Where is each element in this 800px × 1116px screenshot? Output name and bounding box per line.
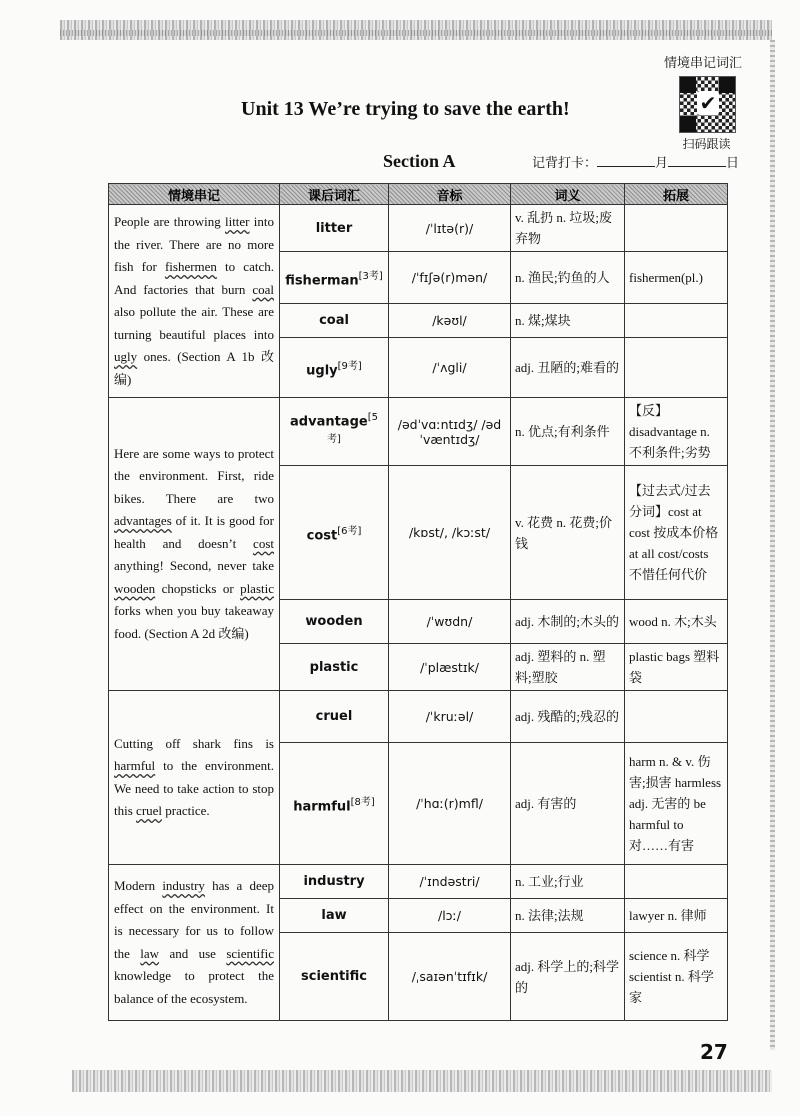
extension-cell: science n. 科学 scientist n. 科学家 bbox=[625, 933, 728, 1021]
corner-label: 情境串记词汇 bbox=[663, 56, 742, 71]
context-text: knowledge to protect the balance of the ecosystem. bbox=[114, 968, 274, 1006]
context-text: to catch. And factories that burn bbox=[114, 259, 274, 297]
context-passage bbox=[109, 398, 280, 691]
underlined-keyword: law bbox=[140, 945, 160, 961]
vocab-word-cell bbox=[280, 338, 389, 398]
extension-cell: wood n. 木;木头 bbox=[625, 600, 728, 644]
vocab-word-cell bbox=[280, 933, 389, 1021]
vocab-word: industry bbox=[303, 874, 365, 889]
extension-cell: 【反】disadvantage n. 不利条件;劣势 bbox=[625, 398, 728, 466]
underlined-keyword: cruel bbox=[136, 803, 163, 818]
check-icon: ✔ bbox=[697, 91, 719, 115]
header-phonetic: 音标 bbox=[389, 184, 511, 205]
exam-frequency: [6考] bbox=[337, 525, 362, 537]
phonetic-cell: /kɒst/, /kɔːst/ bbox=[389, 466, 511, 600]
vocab-word: advantage bbox=[290, 414, 368, 430]
extension-cell: fishermen(pl.) bbox=[625, 252, 728, 304]
vocab-table bbox=[108, 183, 728, 1021]
vocab-word: wooden bbox=[305, 614, 363, 629]
context-text: into the river. There are no more fish for bbox=[114, 214, 274, 274]
vocab-word-cell bbox=[280, 252, 389, 304]
meaning-cell: v. 花费 n. 花费;价钱 bbox=[511, 466, 625, 600]
phonetic-cell: /lɔː/ bbox=[389, 899, 511, 933]
table-header-row bbox=[109, 184, 728, 205]
header-meaning: 词义 bbox=[511, 184, 625, 205]
checkin-day: 日 bbox=[726, 156, 740, 171]
meaning-cell: adj. 塑料的 n. 塑料;塑胶 bbox=[511, 644, 625, 691]
vocab-word-cell bbox=[280, 865, 389, 899]
context-text: ones. (Section A 1b 改编) bbox=[114, 349, 274, 387]
meaning-cell: n. 法律;法规 bbox=[511, 899, 625, 933]
extension-cell: plastic bags 塑料袋 bbox=[625, 644, 728, 691]
exam-frequency: [5考] bbox=[327, 412, 378, 445]
meaning-cell: n. 工业;行业 bbox=[511, 865, 625, 899]
underlined-keyword: industry bbox=[162, 878, 205, 893]
table-row bbox=[109, 205, 728, 252]
underlined-keyword: cost bbox=[253, 535, 274, 551]
vocab-word-cell bbox=[280, 304, 389, 338]
exam-frequency: [3考] bbox=[358, 270, 383, 282]
context-text: forks when you buy takeaway food. (Section A 2d 改编) bbox=[114, 603, 274, 641]
vocab-word: harmful bbox=[293, 799, 351, 815]
extension-cell bbox=[625, 338, 728, 398]
phonetic-cell: /ˈlɪtə(r)/ bbox=[389, 205, 511, 252]
table-body bbox=[109, 205, 728, 1021]
phonetic-cell: /ˈɪndəstri/ bbox=[389, 865, 511, 899]
context-text: anything! Second, never take bbox=[114, 558, 274, 574]
underlined-keyword: scientific bbox=[226, 945, 274, 961]
phonetic-cell: /ˈplæstɪk/ bbox=[389, 644, 511, 691]
qr-label: 扫码跟读 bbox=[682, 137, 731, 151]
meaning-cell: adj. 有害的 bbox=[511, 743, 625, 865]
underlined-keyword: harmful bbox=[114, 758, 156, 773]
vocab-word: plastic bbox=[309, 659, 359, 675]
vocab-word-cell bbox=[280, 691, 389, 743]
meaning-cell: adj. 木制的;木头的 bbox=[511, 600, 625, 644]
extension-cell bbox=[625, 304, 728, 338]
context-text: Modern bbox=[114, 878, 163, 893]
meaning-cell: adj. 科学上的;科学的 bbox=[511, 933, 625, 1021]
scan-noise-top-inner bbox=[60, 30, 772, 36]
vocab-word: litter bbox=[315, 220, 353, 236]
context-text: has a deep effect on the environment. It is necessary for us to follow the bbox=[114, 878, 274, 961]
phonetic-cell: /ədˈvɑːntɪdʒ/ /ədˈvæntɪdʒ/ bbox=[389, 398, 511, 466]
vocab-word: cost bbox=[306, 528, 338, 544]
meaning-cell: adj. 丑陋的;难看的 bbox=[511, 338, 625, 398]
table-row bbox=[109, 691, 728, 743]
vocab-word: fisherman bbox=[285, 273, 359, 289]
context-text: and use bbox=[159, 945, 227, 961]
context-text: of it. It is good for health and doesn’t bbox=[114, 513, 274, 551]
checkin-label: 记背打卡： bbox=[532, 156, 598, 171]
context-text: Cutting off shark fins is bbox=[114, 735, 274, 751]
phonetic-cell: /ˌsaɪənˈtɪfɪk/ bbox=[389, 933, 511, 1021]
underlined-keyword: coal bbox=[252, 281, 274, 297]
table-row bbox=[109, 865, 728, 899]
vocab-word-cell bbox=[280, 398, 389, 466]
meaning-cell: adj. 残酷的;残忍的 bbox=[511, 691, 625, 743]
phonetic-cell: /kəʊl/ bbox=[389, 304, 511, 338]
exam-frequency: [8考] bbox=[350, 796, 375, 808]
checkin-line bbox=[532, 152, 739, 171]
underlined-keyword: litter bbox=[224, 214, 250, 229]
phonetic-cell: /ˈʌgli/ bbox=[389, 338, 511, 398]
meaning-cell: n. 煤;煤块 bbox=[511, 304, 625, 338]
vocab-word: scientific bbox=[301, 969, 367, 984]
meaning-cell: n. 渔民;钓鱼的人 bbox=[511, 252, 625, 304]
vocab-word-cell bbox=[280, 899, 389, 933]
vocab-word-cell bbox=[280, 743, 389, 865]
unit-title: Unit 13 We’re trying to save the earth! bbox=[241, 98, 570, 120]
context-passage bbox=[109, 205, 280, 398]
underlined-keyword: fishermen bbox=[164, 259, 217, 274]
scan-noise-right bbox=[770, 40, 775, 1050]
exam-frequency: [9考] bbox=[337, 360, 362, 372]
extension-cell bbox=[625, 865, 728, 899]
context-text: People are throwing bbox=[114, 214, 225, 229]
phonetic-cell: /ˈwʊdn/ bbox=[389, 600, 511, 644]
qr-code-icon[interactable] bbox=[679, 76, 736, 133]
context-text: chopsticks or bbox=[155, 580, 241, 596]
extension-cell: harm n. & v. 伤害;损害 harmless adj. 无害的 be harmful to 对……有害 bbox=[625, 743, 728, 865]
scan-noise-bottom bbox=[72, 1070, 772, 1092]
phonetic-cell: /ˈfɪʃə(r)mən/ bbox=[389, 252, 511, 304]
underlined-keyword: advantages bbox=[114, 513, 172, 529]
context-text: Here are some ways to protect the environment. First, ride bikes. There are two bbox=[114, 445, 274, 506]
page-number: 27 bbox=[700, 1040, 728, 1064]
underlined-keyword: ugly bbox=[114, 349, 138, 364]
meaning-cell: n. 优点;有利条件 bbox=[511, 398, 625, 466]
header-extension: 拓展 bbox=[625, 184, 728, 205]
vocab-word: coal bbox=[319, 313, 349, 328]
table-row bbox=[109, 398, 728, 466]
extension-cell bbox=[625, 205, 728, 252]
vocab-word: ugly bbox=[306, 363, 338, 379]
vocab-word-cell bbox=[280, 644, 389, 691]
context-passage bbox=[109, 865, 280, 1021]
vocab-word-cell bbox=[280, 600, 389, 644]
meaning-cell: v. 乱扔 n. 垃圾;废弃物 bbox=[511, 205, 625, 252]
header-context: 情境串记 bbox=[109, 184, 280, 205]
vocab-word: cruel bbox=[315, 709, 353, 724]
extension-cell bbox=[625, 691, 728, 743]
vocab-word-cell bbox=[280, 466, 389, 600]
context-text: also pollute the air. These are turning beautiful places into bbox=[114, 304, 274, 342]
extension-cell: 【过去式/过去分词】cost at cost 按成本价格 at all cost/costs 不惜任何代价 bbox=[625, 466, 728, 600]
phonetic-cell: /ˈkruːəl/ bbox=[389, 691, 511, 743]
underlined-keyword: wooden bbox=[114, 580, 156, 596]
context-passage bbox=[109, 691, 280, 865]
vocab-word: law bbox=[321, 908, 347, 923]
phonetic-cell: /ˈhɑː(r)mfl/ bbox=[389, 743, 511, 865]
context-text: to the environment. We need to take action to stop this bbox=[114, 758, 274, 818]
extension-cell: lawyer n. 律师 bbox=[625, 899, 728, 933]
day-blank[interactable] bbox=[668, 154, 726, 167]
context-text: practice. bbox=[162, 803, 210, 818]
header-word: 课后词汇 bbox=[280, 184, 389, 205]
month-blank[interactable] bbox=[597, 154, 655, 167]
section-title: Section A bbox=[383, 151, 456, 171]
underlined-keyword: plastic bbox=[240, 580, 274, 596]
checkin-month: 月 bbox=[655, 156, 669, 171]
vocab-word-cell bbox=[280, 205, 389, 252]
